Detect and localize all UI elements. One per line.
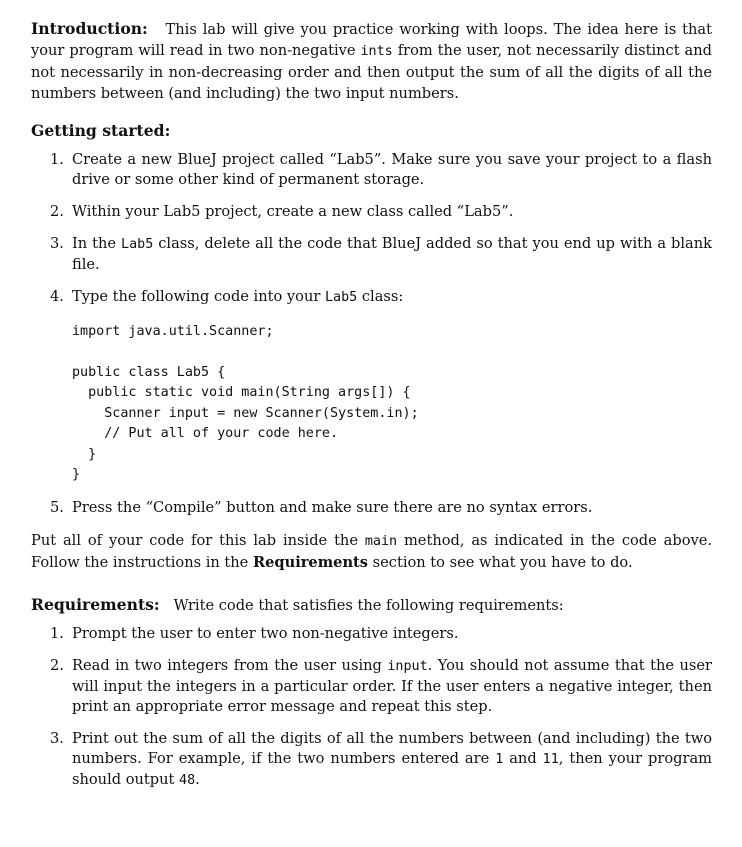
requirement-code-input: input [387,658,428,674]
step-2 [31,202,712,222]
requirements-list [31,624,712,791]
step-text-pre: Type the following code into your [72,288,325,305]
intro-paragraph [31,18,712,104]
step-number: 1. [50,151,64,168]
note-text-3: section to see what you have to do. [368,553,633,571]
step-number: 2. [50,203,64,220]
requirement-text-pre: Print out the sum of all the digits of all the numbers between (and including) the two numbers. For example, if the two numbers entered are [72,729,712,767]
intro-text-2: from the user, not necessarily distinct and not necessarily in non-decreasing order and then output the sum of all the digits of all the numbers between (and including) the two input numbers. [31,42,712,102]
code-line: public class Lab5 { [72,364,226,380]
step-number: 4. [50,288,64,305]
getting-started-heading: Getting started: [31,121,171,140]
requirement-1 [31,624,712,644]
code-line: } [72,446,97,462]
intro-code-ints: ints [360,44,393,59]
step-4 [31,287,712,308]
intro-text-1: This lab will give you practice working with loops. The idea here is that your program will read in two non-negative [31,21,713,59]
note-code-main: main [364,533,398,549]
step-text: Press the “Compile” button and make sure there are no syntax errors. [72,498,593,516]
requirement-code-11: 11 [542,751,559,767]
step-number: 3. [50,235,64,252]
requirement-number: 2. [50,656,64,674]
requirement-3 [31,729,712,791]
intro-label: Introduction: [31,19,148,38]
code-line: public static void main(String args[]) { [72,385,411,400]
requirements-label: Requirements: [31,594,160,614]
code-line: // Put all of your code here. [72,426,339,441]
requirement-text-post: . You should not assume that the user will input the integers in a particular order. If the user enters a negative integer, then print an appropriate error message and repeat this step. [72,656,713,715]
note-text-2: method, as indicated in the code above. Follow the instructions in the [31,531,712,571]
note-text-1: Put all of your code for this lab inside the [31,531,365,549]
code-line: Scanner input = new Scanner(System.in); [72,405,419,421]
requirement-text-pre: Read in two integers from the user using [72,656,388,674]
instructions-note [31,530,712,573]
requirement-code-1: 1 [495,751,504,767]
step-text: Within your Lab5 project, create a new class called “Lab5”. [72,203,514,220]
requirement-text: Prompt the user to enter two non-negative integers. [72,624,459,642]
step-code: Lab5 [121,237,154,252]
step-text-pre: In the [72,235,122,252]
requirement-text-mid: and [503,749,543,767]
code-line: } [72,467,81,482]
requirement-2 [31,656,712,717]
code-line-blank [72,343,712,363]
step-text: Create a new BlueJ project called “Lab5”. Make sure you save your project to a flash drive or some other kind of permanent storage. [72,151,712,188]
step-number: 5. [50,498,64,516]
step-text-post: class: [357,288,404,305]
requirements-heading-line [31,595,712,614]
getting-started-list-cont [31,498,712,518]
requirement-number: 1. [50,624,64,642]
requirement-number: 3. [50,729,64,747]
requirement-code-48: 48 [179,772,196,788]
note-bold-requirements: Requirements [252,553,369,571]
step-5 [31,498,712,518]
code-line: import java.util.Scanner; [72,324,274,339]
getting-started-list [31,150,712,308]
code-block [72,322,712,486]
requirement-text-mid2: , then your program should output [72,749,712,788]
requirements-intro: Write code that satisfies the following requirements: [173,596,564,614]
step-code: Lab5 [324,290,358,305]
step-1 [31,150,712,190]
step-3 [31,234,712,275]
requirement-text-post: . [195,770,200,788]
step-text-post: class, delete all the code that BlueJ added so that you end up with a blank file. [72,235,712,273]
